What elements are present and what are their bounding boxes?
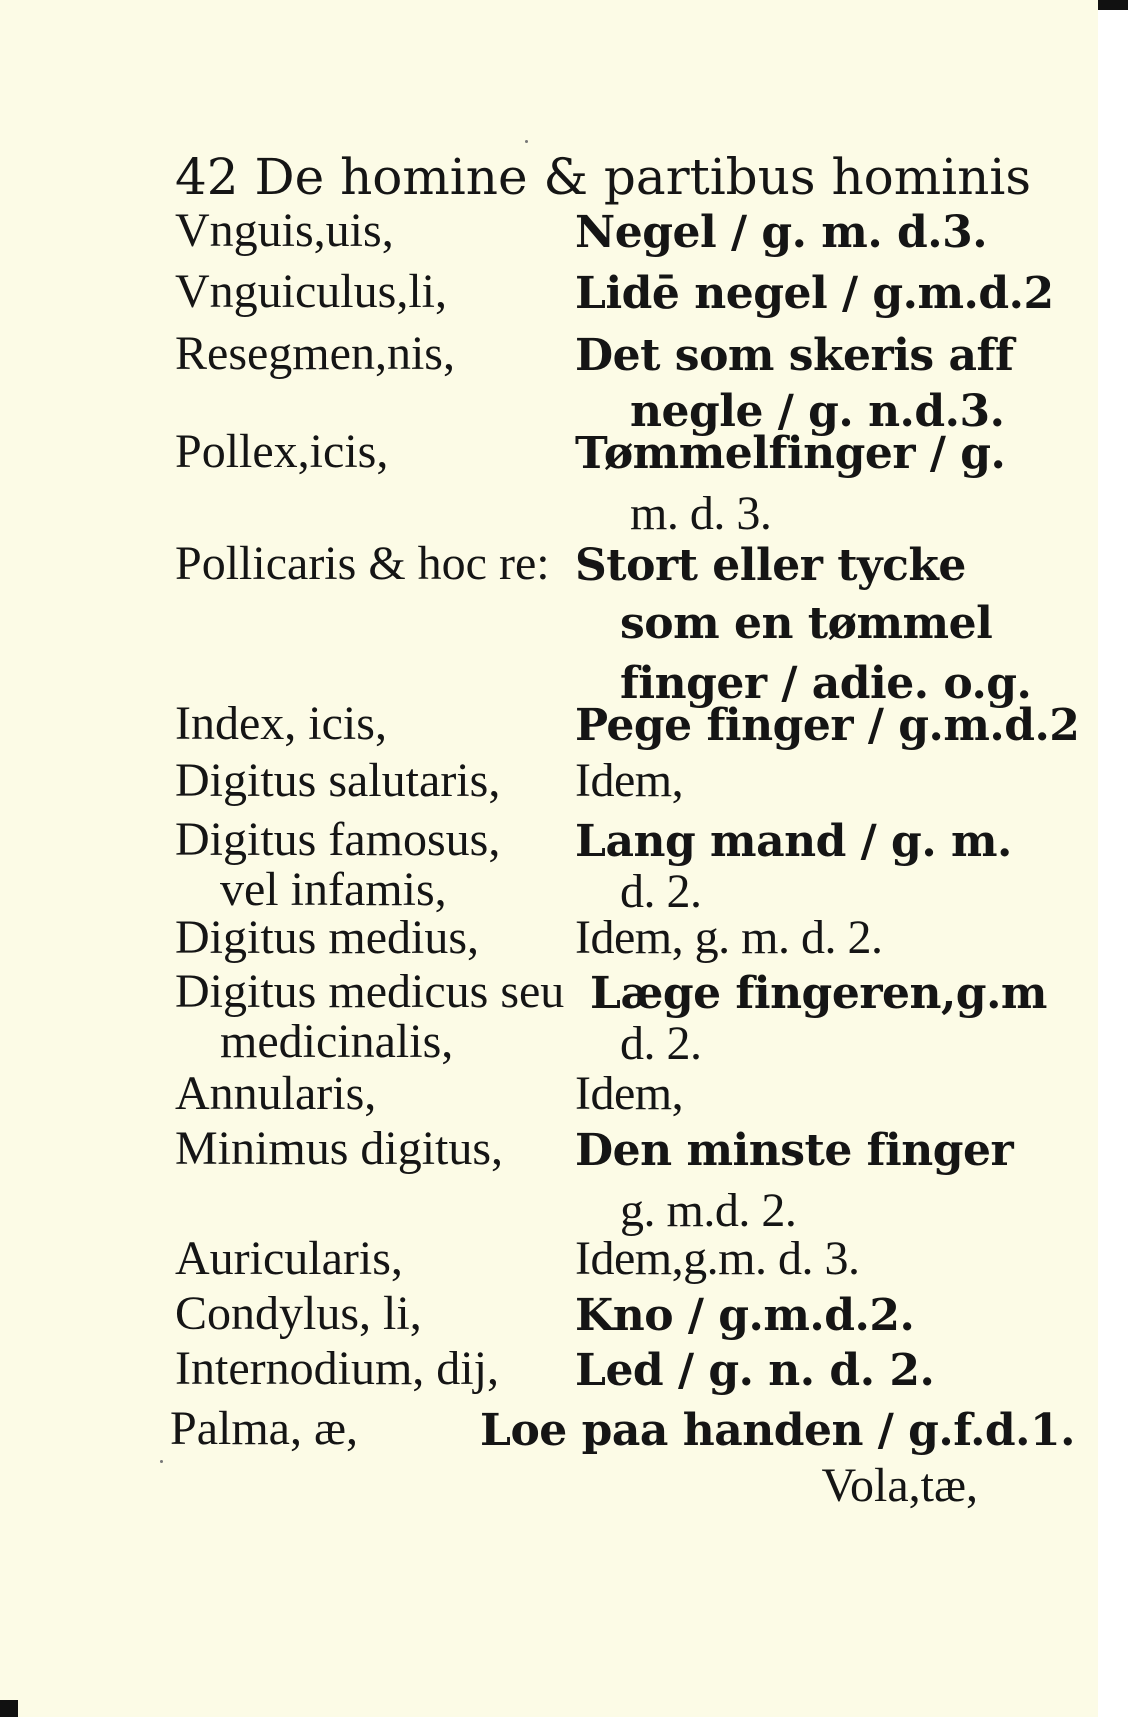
latin-term: Index, icis, <box>175 697 387 750</box>
latin-term: Digitus famosus, <box>175 813 501 866</box>
catchword: Vola,tæ, <box>821 1459 978 1512</box>
vernacular-gloss-continued: d. 2. <box>620 1017 702 1070</box>
vernacular-gloss: Kno / g.m.d.2. <box>575 1290 915 1341</box>
latin-term: Internodium, dij, <box>175 1342 499 1395</box>
vernacular-gloss-continued: m. d. 3. <box>630 487 772 540</box>
vernacular-gloss: Idem,g.m. d. 3. <box>575 1232 860 1285</box>
scan-margin <box>1098 0 1128 1717</box>
vernacular-gloss-continued: g. m.d. 2. <box>620 1184 797 1237</box>
vernacular-gloss: Stort eller tycke <box>575 540 966 591</box>
latin-term: Condylus, li, <box>175 1287 422 1340</box>
scan-corner-mark <box>1098 0 1128 10</box>
vernacular-gloss: Idem, g. m. d. 2. <box>575 911 883 964</box>
vernacular-gloss: Læge fingeren,g.m <box>590 968 1047 1019</box>
latin-term: Auricularis, <box>175 1232 403 1285</box>
latin-term: Vnguiculus,li, <box>175 265 447 318</box>
vernacular-gloss: Loe paa handen / g.f.d.1. <box>480 1405 1075 1456</box>
page-header: 42 De homine & partibus hominis <box>175 148 1032 206</box>
latin-term-continued: vel infamis, <box>220 863 447 916</box>
scan-corner-mark <box>0 1700 18 1717</box>
vernacular-gloss: Den minste finger <box>575 1125 1014 1176</box>
latin-term: Palma, æ, <box>170 1402 358 1455</box>
vernacular-gloss: Idem, <box>575 1067 684 1120</box>
vernacular-gloss-continued: som en tømmel <box>620 598 993 649</box>
vernacular-gloss: Tømmelfinger / g. <box>575 428 1006 479</box>
latin-term: Pollicaris & hoc re: <box>175 537 550 590</box>
latin-term: Resegmen,nis, <box>175 327 455 380</box>
vernacular-gloss: Lang mand / g. m. <box>575 816 1012 867</box>
latin-term: Digitus medicus seu <box>175 965 565 1018</box>
vernacular-gloss: Negel / g. m. d.3. <box>575 207 988 258</box>
ink-speck <box>160 1460 163 1463</box>
vernacular-gloss: Led / g. n. d. 2. <box>575 1345 935 1396</box>
vernacular-gloss-continued: finger / adie. o.g. <box>620 658 1032 709</box>
latin-term: Pollex,icis, <box>175 425 389 478</box>
vernacular-gloss: Idem, <box>575 754 684 807</box>
latin-term-continued: medicinalis, <box>220 1015 454 1068</box>
vernacular-gloss: Lidē negel / g.m.d.2 <box>575 268 1054 319</box>
vernacular-gloss-continued: negle / g. n.d.3. <box>630 386 1005 437</box>
latin-term: Vnguis,uis, <box>175 204 394 257</box>
latin-term: Digitus medius, <box>175 911 480 964</box>
vernacular-gloss-continued: d. 2. <box>620 865 702 918</box>
latin-term: Digitus salutaris, <box>175 754 501 807</box>
latin-term: Minimus digitus, <box>175 1122 504 1175</box>
vernacular-gloss: Pege finger / g.m.d.2 <box>575 700 1080 751</box>
vernacular-gloss: Det som skeris aff <box>575 330 1014 381</box>
latin-term: Annularis, <box>175 1067 377 1120</box>
ink-speck <box>525 140 528 143</box>
